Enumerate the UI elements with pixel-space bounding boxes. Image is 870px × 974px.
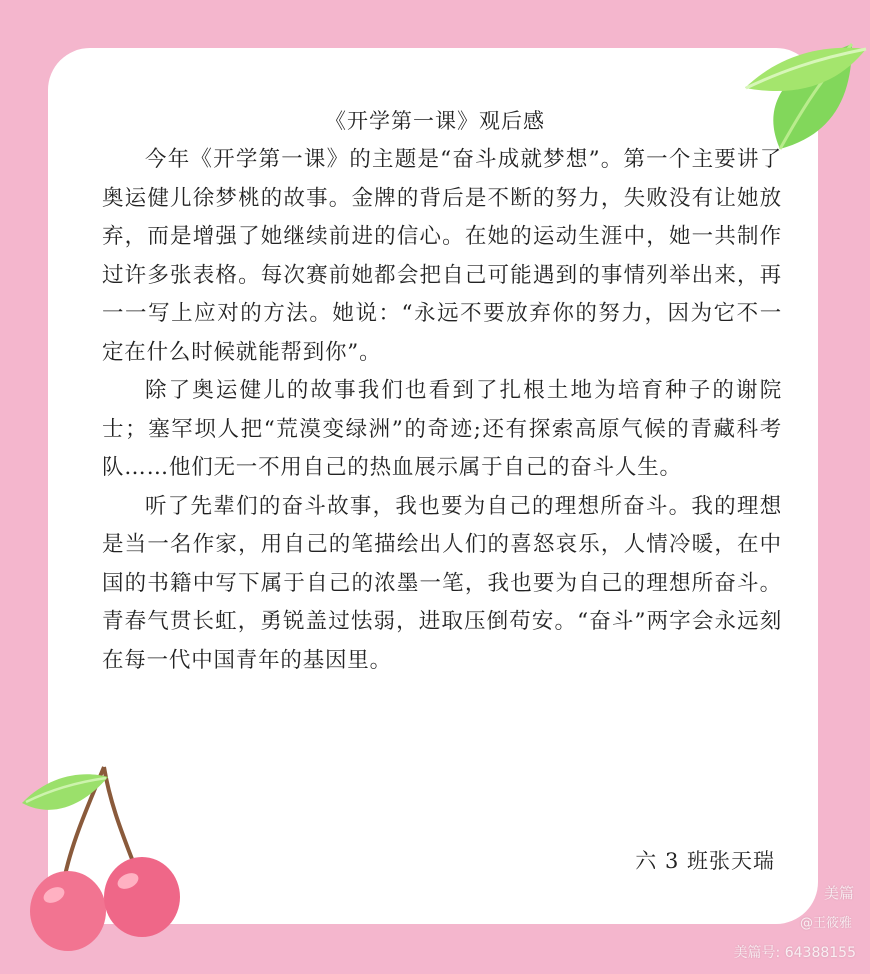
watermark-user: @王筱雅 <box>799 916 852 931</box>
cherry-icon <box>16 755 186 955</box>
document-title: 《开学第一课》观后感 <box>325 109 545 133</box>
paragraph: 今年《开学第一课》的主题是“奋斗成就梦想”。第一个主要讲了奥运健儿徐梦桃的故事。金牌的背后是不断的努力，失败没有让她放弃，而是增强了她继续前进的信心。在她的运动生涯中，她一共制作过许多张表格。每次赛前她都会把自己可能遇到的事情列举出来，再一一写上应对的方法。她说：“永远不要放弃你的努力，因为它不一定在什么时候就能帮到你”。 <box>102 147 782 365</box>
paragraph: 除了奥运健儿的故事我们也看到了扎根土地为培育种子的谢院士；塞罕坝人把“荒漠变绿洲”的奇迹;还有探索高原气候的青藏科考队……他们无一不用自己的热血展示属于自己的奋斗人生。 <box>102 378 782 480</box>
watermark-id: 美篇号: 64388155 <box>733 945 856 961</box>
green-leaf-icon <box>740 34 870 154</box>
watermark-brand: 美篇 <box>823 884 854 902</box>
author-signature: 六 3 班张天瑞 <box>635 849 775 873</box>
paragraph: 听了先辈们的奋斗故事，我也要为自己的理想所奋斗。我的理想是当一名作家，用自己的笔描绘出人们的喜怒哀乐，人情冷暖，在中国的书籍中写下属于自己的浓墨一笔，我也要为自己的理想所奋斗。青春气贯长虹，勇锐盖过怯弱，进取压倒苟安。“奋斗”两字会永远刻在每一代中国青年的基因里。 <box>102 493 782 673</box>
essay-body <box>102 141 782 680</box>
